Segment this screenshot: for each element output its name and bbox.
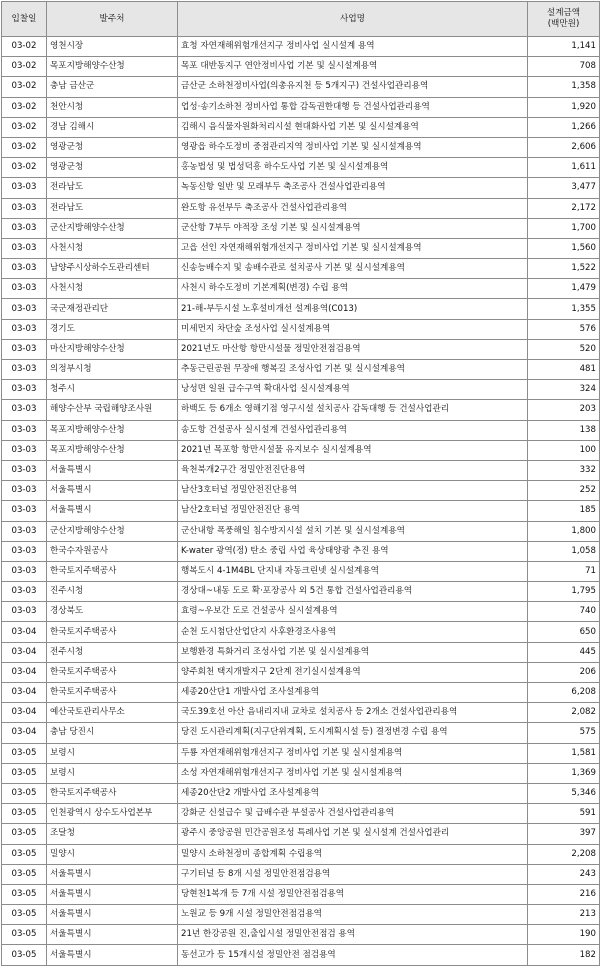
- cell-project: 경상대~내동 도로 확·포장공사 외 5건 통합 건설사업관리용역: [178, 582, 528, 602]
- cell-project: 미세먼지 차단숲 조성사업 실시설계용역: [178, 319, 528, 339]
- cell-amount: 203: [528, 400, 600, 420]
- cell-org: 진주시청: [47, 582, 178, 602]
- cell-date: 03-02: [2, 57, 47, 77]
- cell-project: 효령~우보간 도로 건설공사 실시설계용역: [178, 602, 528, 622]
- cell-org: 사천시청: [47, 238, 178, 258]
- cell-amount: 1,358: [528, 77, 600, 97]
- cell-org: 경상북도: [47, 602, 178, 622]
- cell-org: 충남 금산군: [47, 77, 178, 97]
- table-row: [2, 905, 600, 925]
- table-row: [2, 561, 600, 581]
- table-row: [2, 440, 600, 460]
- cell-org: 영광군청: [47, 137, 178, 157]
- table-row: [2, 844, 600, 864]
- cell-amount: 1,479: [528, 279, 600, 299]
- header-row: [2, 2, 600, 37]
- table-row: [2, 117, 600, 137]
- cell-amount: 520: [528, 339, 600, 359]
- cell-org: 서울특별시: [47, 501, 178, 521]
- table-row: [2, 77, 600, 97]
- cell-project: 남산3호터널 정밀안전진단용역: [178, 481, 528, 501]
- cell-org: 서울특별시: [47, 905, 178, 925]
- cell-project: 송도항 건설공사 실시설계 건설사업관리용역: [178, 420, 528, 440]
- cell-org: 남양주시상하수도관리센터: [47, 259, 178, 279]
- cell-project: 신송능배수지 및 송배수관로 설치공사 기본 및 실시설계용역: [178, 259, 528, 279]
- cell-org: 조달청: [47, 824, 178, 844]
- cell-date: 03-03: [2, 218, 47, 238]
- cell-date: 03-02: [2, 137, 47, 157]
- cell-project: 국도39호선 아산 음내리지내 교차로 설치공사 등 2개소 건설사업관리용역: [178, 703, 528, 723]
- cell-project: 당진 도시관리계획(지구단위계획, 도시계획시설 등) 결정변경 수립 용역: [178, 723, 528, 743]
- cell-project: 하백도 등 6개소 영해기점 영구시설 설치공사 감독대행 등 건설사업관리: [178, 400, 528, 420]
- cell-date: 03-03: [2, 582, 47, 602]
- cell-project: 사천시 하수도정비 기본계획(변경) 수립 용역: [178, 279, 528, 299]
- cell-org: 인천광역시 상수도사업본부: [47, 804, 178, 824]
- cell-date: 03-03: [2, 339, 47, 359]
- cell-amount: 2,208: [528, 844, 600, 864]
- cell-date: 03-03: [2, 178, 47, 198]
- cell-amount: 100: [528, 440, 600, 460]
- cell-org: 천안시청: [47, 97, 178, 117]
- cell-date: 03-03: [2, 602, 47, 622]
- table-row: [2, 198, 600, 218]
- header-amount: [528, 2, 600, 37]
- table-row: [2, 481, 600, 501]
- cell-org: 한국수자원공사: [47, 541, 178, 561]
- cell-org: 경남 김해시: [47, 117, 178, 137]
- cell-project: 육천북개2구간 정밀안전진단용역: [178, 460, 528, 480]
- cell-project: 군산내항 폭풍해일 침수방지시설 설치 기본 및 실시설계용역: [178, 521, 528, 541]
- header-project: 사업명: [178, 2, 528, 37]
- cell-amount: 213: [528, 905, 600, 925]
- cell-project: 구기터널 등 8개 시설 정밀안전점검용역: [178, 864, 528, 884]
- cell-date: 03-03: [2, 420, 47, 440]
- table-body: [2, 37, 600, 966]
- table-row: [2, 804, 600, 824]
- cell-amount: 2,082: [528, 703, 600, 723]
- cell-project: 업성·송기소하천 정비사업 통합 감독권한대행 등 건설사업관리용역: [178, 97, 528, 117]
- table-row: [2, 501, 600, 521]
- table-row: [2, 582, 600, 602]
- table-row: [2, 97, 600, 117]
- cell-org: 영광군청: [47, 158, 178, 178]
- cell-project: 강화군 신설급수 및 급배수관 부설공사 건설사업관리용역: [178, 804, 528, 824]
- cell-date: 03-04: [2, 703, 47, 723]
- cell-date: 03-04: [2, 662, 47, 682]
- cell-project: 금산군 소하천정비사업(의총유지천 등 5개지구) 건설사업관리용역: [178, 77, 528, 97]
- cell-amount: 1,141: [528, 37, 600, 57]
- cell-date: 03-04: [2, 622, 47, 642]
- cell-amount: 650: [528, 622, 600, 642]
- cell-amount: 1,560: [528, 238, 600, 258]
- cell-org: 사천시청: [47, 279, 178, 299]
- cell-org: 한국토지주택공사: [47, 783, 178, 803]
- cell-amount: 1,522: [528, 259, 600, 279]
- cell-org: 서울특별시: [47, 884, 178, 904]
- cell-amount: 481: [528, 360, 600, 380]
- table-row: [2, 723, 600, 743]
- cell-org: 서울특별시: [47, 925, 178, 945]
- cell-org: 전라남도: [47, 198, 178, 218]
- cell-org: 보령시: [47, 743, 178, 763]
- header-amount-line1: 설계금액: [546, 8, 581, 18]
- cell-project: 행복도시 4-1M4BL 단지내 자동크린넷 실시설계용역: [178, 561, 528, 581]
- cell-project: 2021년 목포항 항만시설물 유지보수 실시설계용역: [178, 440, 528, 460]
- table-row: [2, 400, 600, 420]
- cell-org: 군산지방해양수산청: [47, 521, 178, 541]
- cell-org: 예산국토관리사무소: [47, 703, 178, 723]
- cell-project: 소성 자연재해위험개선지구 정비사업 기본 및 실시설계용역: [178, 763, 528, 783]
- cell-org: 목포지방해양수산청: [47, 57, 178, 77]
- cell-date: 03-02: [2, 117, 47, 137]
- cell-org: 영천시장: [47, 37, 178, 57]
- table-row: [2, 279, 600, 299]
- cell-amount: 3,477: [528, 178, 600, 198]
- cell-project: 추동근린공원 무장애 행복길 조성사업 기본 및 실시설계용역: [178, 360, 528, 380]
- cell-project: 밀양시 소하천정비 종합계획 수립용역: [178, 844, 528, 864]
- bid-table: [1, 1, 600, 966]
- cell-project: 고읍 선인 자연재해위험개선지구 정비사업 기본 및 실시설계용역: [178, 238, 528, 258]
- cell-date: 03-05: [2, 864, 47, 884]
- cell-date: 03-02: [2, 158, 47, 178]
- cell-date: 03-05: [2, 925, 47, 945]
- cell-project: 세종20산단1 개발사업 조사설계용역: [178, 683, 528, 703]
- cell-amount: 445: [528, 642, 600, 662]
- cell-amount: 1,058: [528, 541, 600, 561]
- cell-date: 03-03: [2, 561, 47, 581]
- cell-date: 03-05: [2, 804, 47, 824]
- cell-amount: 71: [528, 561, 600, 581]
- cell-date: 03-03: [2, 299, 47, 319]
- cell-amount: 397: [528, 824, 600, 844]
- table-row: [2, 703, 600, 723]
- cell-org: 목포지방해양수산청: [47, 440, 178, 460]
- cell-project: 군산항 7부두 야적장 조성 기본 및 실시설계용역: [178, 218, 528, 238]
- cell-project: 효청 자연재해위험개선지구 정비사업 실시설계 용역: [178, 37, 528, 57]
- cell-org: 서울특별시: [47, 945, 178, 965]
- cell-date: 03-02: [2, 37, 47, 57]
- cell-org: 국군재정관리단: [47, 299, 178, 319]
- cell-amount: 1,795: [528, 582, 600, 602]
- cell-date: 03-03: [2, 521, 47, 541]
- cell-org: 해양수산부 국립해양조사원: [47, 400, 178, 420]
- cell-amount: 182: [528, 945, 600, 965]
- cell-org: 경기도: [47, 319, 178, 339]
- cell-org: 한국토지주택공사: [47, 683, 178, 703]
- cell-amount: 332: [528, 460, 600, 480]
- cell-date: 03-04: [2, 723, 47, 743]
- cell-amount: 252: [528, 481, 600, 501]
- table-row: [2, 824, 600, 844]
- cell-amount: 740: [528, 602, 600, 622]
- table-row: [2, 521, 600, 541]
- table-row: [2, 884, 600, 904]
- cell-date: 03-05: [2, 844, 47, 864]
- table-row: [2, 763, 600, 783]
- cell-org: 서울특별시: [47, 460, 178, 480]
- table-row: [2, 259, 600, 279]
- cell-amount: 576: [528, 319, 600, 339]
- cell-amount: 708: [528, 57, 600, 77]
- cell-date: 03-03: [2, 501, 47, 521]
- cell-org: 충남 당진시: [47, 723, 178, 743]
- cell-project: 순천 도시첨단산업단지 사후환경조사용역: [178, 622, 528, 642]
- cell-org: 한국토지주택공사: [47, 622, 178, 642]
- cell-date: 03-05: [2, 905, 47, 925]
- cell-project: 노원교 등 9개 시설 정밀안전점검용역: [178, 905, 528, 925]
- cell-amount: 243: [528, 864, 600, 884]
- cell-project: 당현천1복개 등 7개 시설 정밀안전점검용역: [178, 884, 528, 904]
- cell-project: K-water 광역(정) 탄소 중립 사업 육상태양광 추진 용역: [178, 541, 528, 561]
- cell-project: 21년 한강공원 진,출입시설 정밀안전점검 용역: [178, 925, 528, 945]
- cell-org: 전라남도: [47, 178, 178, 198]
- cell-amount: 575: [528, 723, 600, 743]
- table-row: [2, 37, 600, 57]
- cell-date: 03-03: [2, 259, 47, 279]
- cell-amount: 2,172: [528, 198, 600, 218]
- cell-org: 목포지방해양수산청: [47, 420, 178, 440]
- table-row: [2, 622, 600, 642]
- cell-amount: 5,346: [528, 783, 600, 803]
- cell-date: 03-03: [2, 279, 47, 299]
- cell-project: 낭성면 일원 급수구역 확대사업 실시설계용역: [178, 380, 528, 400]
- table-row: [2, 178, 600, 198]
- cell-date: 03-05: [2, 945, 47, 965]
- cell-amount: 1,800: [528, 521, 600, 541]
- cell-amount: 190: [528, 925, 600, 945]
- cell-org: 밀양시: [47, 844, 178, 864]
- cell-org: 군산지방해양수산청: [47, 218, 178, 238]
- table-row: [2, 602, 600, 622]
- table-row: [2, 218, 600, 238]
- cell-project: 영광읍 하수도정비 중점관리지역 정비사업 기본 및 실시설계용역: [178, 137, 528, 157]
- cell-amount: 216: [528, 884, 600, 904]
- table-row: [2, 864, 600, 884]
- cell-date: 03-05: [2, 743, 47, 763]
- cell-amount: 185: [528, 501, 600, 521]
- table-row: [2, 662, 600, 682]
- cell-amount: 2,606: [528, 137, 600, 157]
- cell-org: 전주시청: [47, 642, 178, 662]
- cell-amount: 1,581: [528, 743, 600, 763]
- table-row: [2, 743, 600, 763]
- cell-org: 서울특별시: [47, 864, 178, 884]
- cell-date: 03-03: [2, 400, 47, 420]
- cell-project: 홍농법성 및 법성덕흥 하수도사업 기본 및 실시설계용역: [178, 158, 528, 178]
- cell-date: 03-02: [2, 97, 47, 117]
- cell-project: 광주시 중앙공원 민간공원조성 특례사업 기본 및 실시설계 건설사업관리: [178, 824, 528, 844]
- cell-org: 한국토지주택공사: [47, 662, 178, 682]
- table-row: [2, 683, 600, 703]
- cell-date: 03-03: [2, 380, 47, 400]
- cell-amount: 1,700: [528, 218, 600, 238]
- cell-date: 03-03: [2, 360, 47, 380]
- cell-date: 03-03: [2, 541, 47, 561]
- table-row: [2, 339, 600, 359]
- cell-project: 목포 대반동지구 연안정비사업 기본 및 실시설계용역: [178, 57, 528, 77]
- cell-date: 03-03: [2, 319, 47, 339]
- cell-date: 03-03: [2, 481, 47, 501]
- table-row: [2, 158, 600, 178]
- table-row: [2, 460, 600, 480]
- cell-amount: 1,369: [528, 763, 600, 783]
- cell-project: 21-해-부두시설 노후설비개선 설계용역(C013): [178, 299, 528, 319]
- table-row: [2, 238, 600, 258]
- table-row: [2, 783, 600, 803]
- header-amount-line2: (백만원): [547, 19, 580, 29]
- cell-amount: 1,355: [528, 299, 600, 319]
- table-row: [2, 57, 600, 77]
- table-row: [2, 380, 600, 400]
- cell-project: 김해시 음식물자원화처리시설 현대화사업 기본 및 실시설계용역: [178, 117, 528, 137]
- cell-amount: 324: [528, 380, 600, 400]
- cell-date: 03-05: [2, 763, 47, 783]
- cell-amount: 206: [528, 662, 600, 682]
- cell-project: 두룡 자연재해위험개선지구 정비사업 기본 및 실시설계용역: [178, 743, 528, 763]
- cell-date: 03-03: [2, 460, 47, 480]
- header-org: 발주처: [47, 2, 178, 37]
- table-row: [2, 945, 600, 965]
- header-date: 입찰일: [2, 2, 47, 37]
- cell-amount: 138: [528, 420, 600, 440]
- cell-date: 03-04: [2, 642, 47, 662]
- table-row: [2, 420, 600, 440]
- cell-org: 청주시: [47, 380, 178, 400]
- cell-amount: 591: [528, 804, 600, 824]
- cell-date: 03-03: [2, 440, 47, 460]
- cell-amount: 1,266: [528, 117, 600, 137]
- cell-project: 세종20산단2 개발사업 조사설계용역: [178, 783, 528, 803]
- cell-date: 03-05: [2, 824, 47, 844]
- cell-project: 양주회천 택지개발지구 2단계 전기실시설계용역: [178, 662, 528, 682]
- cell-project: 동선고가 등 15개시설 정밀안전 점검용역: [178, 945, 528, 965]
- table-row: [2, 642, 600, 662]
- cell-project: 남산2호터널 정밀안전진단 용역: [178, 501, 528, 521]
- cell-amount: 1,611: [528, 158, 600, 178]
- cell-amount: 6,208: [528, 683, 600, 703]
- cell-org: 한국토지주택공사: [47, 561, 178, 581]
- cell-date: 03-02: [2, 77, 47, 97]
- table-row: [2, 137, 600, 157]
- table-row: [2, 319, 600, 339]
- cell-date: 03-05: [2, 783, 47, 803]
- table-row: [2, 541, 600, 561]
- cell-org: 의정부시청: [47, 360, 178, 380]
- cell-date: 03-03: [2, 238, 47, 258]
- cell-org: 보령시: [47, 763, 178, 783]
- cell-project: 완도항 유선부두 축조공사 건설사업관리용역: [178, 198, 528, 218]
- cell-amount: 1,920: [528, 97, 600, 117]
- cell-project: 보행환경 특화거리 조성사업 기본 및 실시설계용역: [178, 642, 528, 662]
- cell-org: 마산지방해양수산청: [47, 339, 178, 359]
- cell-date: 03-03: [2, 198, 47, 218]
- cell-project: 녹동신항 일반 및 모래부두 축조공사 건설사업관리용역: [178, 178, 528, 198]
- table-row: [2, 299, 600, 319]
- cell-org: 서울특별시: [47, 481, 178, 501]
- cell-date: 03-04: [2, 683, 47, 703]
- cell-project: 2021년도 마산항 항만시설물 정밀안전점검용역: [178, 339, 528, 359]
- table-row: [2, 360, 600, 380]
- table-row: [2, 925, 600, 945]
- cell-date: 03-05: [2, 884, 47, 904]
